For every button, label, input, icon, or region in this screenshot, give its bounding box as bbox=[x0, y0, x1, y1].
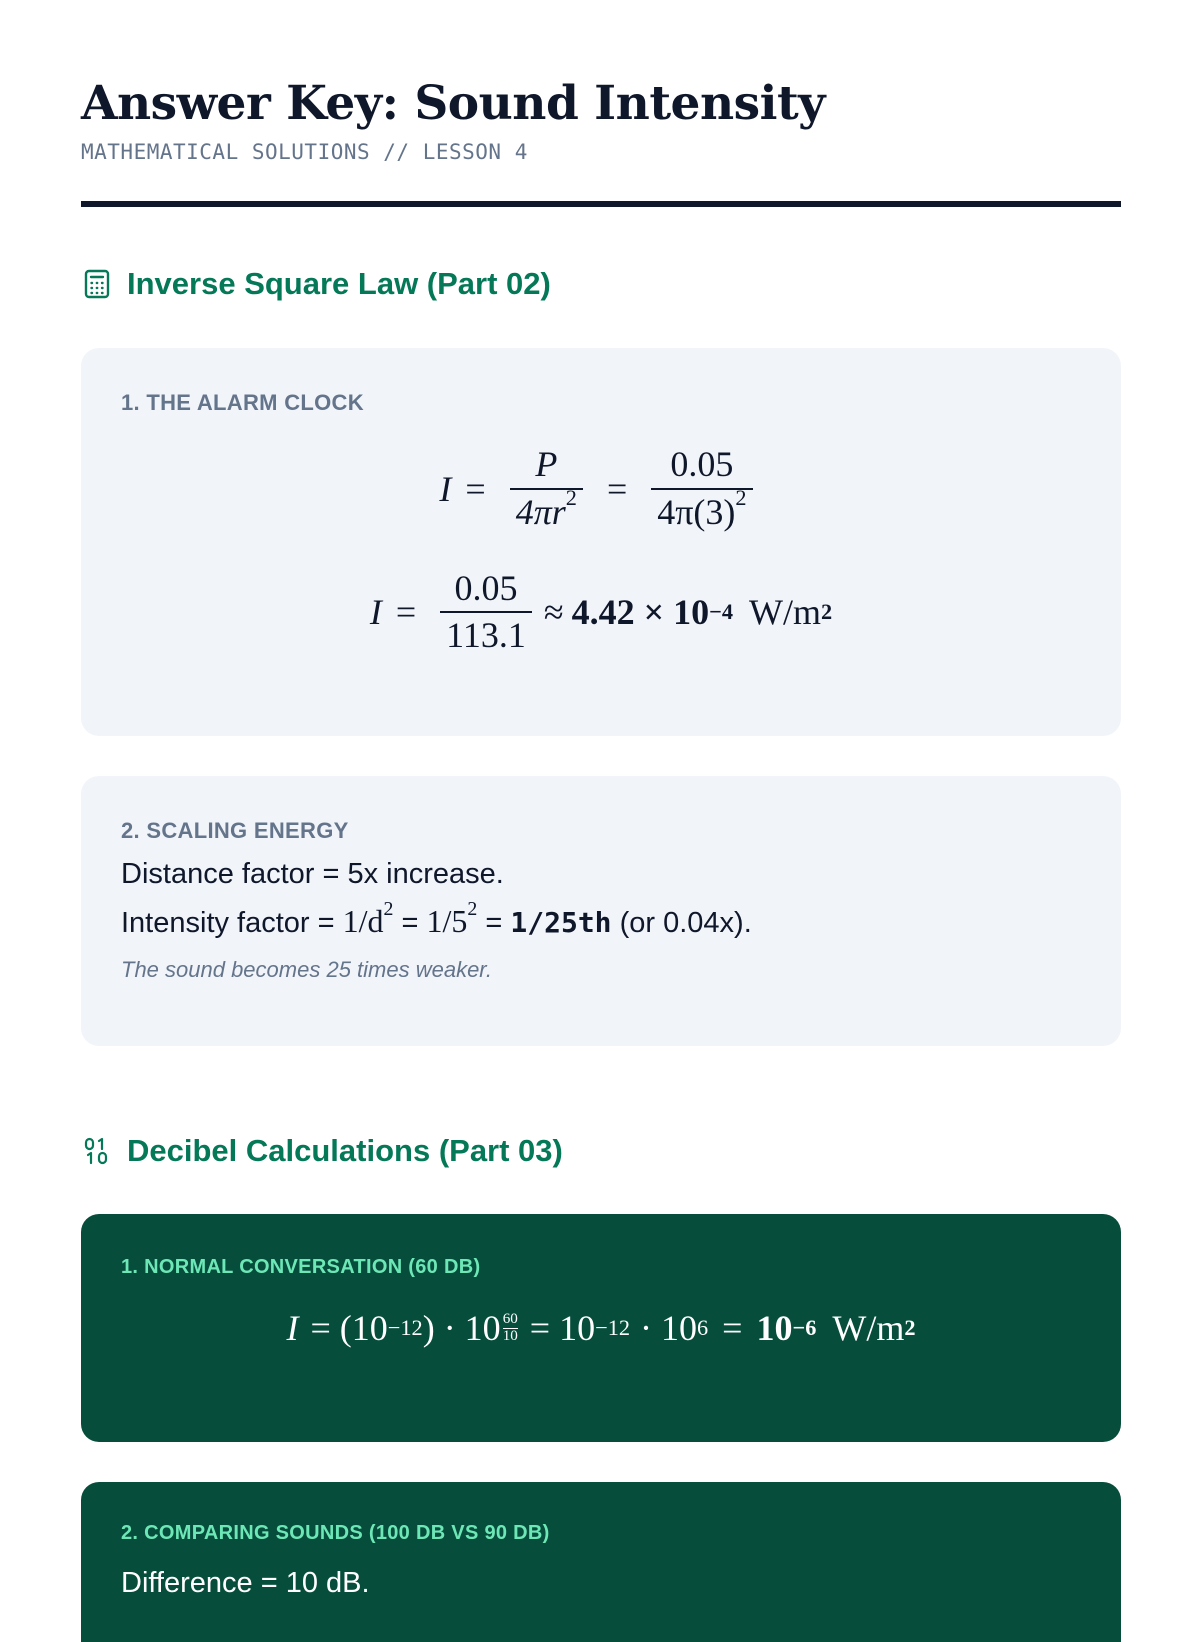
header-divider bbox=[81, 201, 1121, 207]
math-expression: $1/d^2$ bbox=[342, 897, 394, 939]
math-term: = (10 bbox=[310, 1308, 388, 1348]
distance-factor-line: Distance factor = 5x increase. bbox=[121, 858, 504, 890]
math-denominator: 4π(3) bbox=[657, 491, 736, 532]
intensity-factor-line bbox=[121, 899, 1081, 944]
highlight-value: 1/25th bbox=[510, 905, 612, 939]
section-title: Decibel Calculations (Part 03) bbox=[127, 1133, 563, 1168]
math-operator: ≈ bbox=[543, 592, 564, 633]
math-numerator: 0.05 bbox=[454, 567, 518, 608]
math-operator: = bbox=[606, 468, 628, 509]
page-title: Answer Key: Sound Intensity bbox=[81, 76, 825, 131]
page-header bbox=[81, 78, 1121, 164]
calculator-icon bbox=[81, 268, 113, 300]
normal-conversation-card bbox=[81, 1214, 1121, 1442]
scaling-energy-card bbox=[81, 776, 1121, 1046]
math-exponent: 2 bbox=[735, 484, 747, 510]
card-title: 1. NORMAL CONVERSATION (60 DB) bbox=[121, 1256, 481, 1278]
math-term: = 10 bbox=[529, 1308, 596, 1348]
math-operator: = bbox=[465, 468, 486, 509]
math-term: ) · 10 bbox=[422, 1308, 501, 1348]
intensity-equation-1 bbox=[121, 446, 1081, 532]
math-symbol: I bbox=[439, 468, 452, 509]
math-fraction bbox=[440, 567, 532, 656]
result-unit: W/m bbox=[832, 1308, 905, 1348]
math-expression: $1/5^2$ bbox=[426, 897, 478, 939]
decibel-equation: I = (10 −12 ) · 10 $\frac{60}{10}$ = 10 −12 · 10 6 = 10 −6 W/m 2 bbox=[286, 1308, 916, 1348]
math-denominator: 113.1 bbox=[440, 611, 532, 655]
math-fraction bbox=[651, 446, 752, 532]
line-text: = bbox=[393, 906, 427, 939]
math-fraction-exponent: $\frac{60}{10}$ bbox=[502, 1310, 518, 1344]
math-operator: = bbox=[722, 1308, 743, 1348]
math-exponent: 2 bbox=[565, 484, 577, 510]
card-title: 2. COMPARING SOUNDS (100 DB VS 90 DB) bbox=[121, 1522, 550, 1544]
result-unit: W/m bbox=[749, 592, 821, 633]
line-text: (or 0.04x). bbox=[611, 906, 752, 939]
card-title: 2. SCALING ENERGY bbox=[121, 818, 349, 843]
section-heading-inverse-square bbox=[81, 264, 551, 304]
math-symbol: I bbox=[286, 1308, 299, 1348]
section-heading-decibel bbox=[81, 1131, 563, 1171]
math-denominator: 4πr bbox=[515, 491, 566, 532]
math-operator: = bbox=[395, 592, 417, 633]
line-text: = bbox=[477, 906, 511, 939]
line-text: Intensity factor = bbox=[121, 906, 343, 939]
comparing-sounds-card bbox=[81, 1482, 1121, 1642]
result-value: 4.42 × 10 bbox=[571, 592, 710, 633]
alarm-clock-card bbox=[81, 348, 1121, 736]
intensity-equation-2: I = $\frac{0.05}{113.1}$ ≈ 4.42 × 10 −4 W/m 2 bbox=[369, 567, 833, 656]
math-fraction bbox=[510, 446, 583, 532]
explanation-note: The sound becomes 25 times weaker. bbox=[121, 957, 492, 983]
section-title: Inverse Square Law (Part 02) bbox=[127, 266, 551, 301]
page-subtitle: MATHEMATICAL SOLUTIONS // LESSON 4 bbox=[81, 139, 528, 164]
math-numerator: 0.05 bbox=[670, 444, 734, 484]
card-title: 1. THE ALARM CLOCK bbox=[121, 390, 364, 415]
difference-line: Difference = 10 dB. bbox=[121, 1567, 370, 1599]
result-value: 10 bbox=[756, 1308, 793, 1348]
math-numerator: P bbox=[535, 444, 558, 484]
binary-icon bbox=[81, 1135, 113, 1167]
math-term: · 10 bbox=[640, 1308, 698, 1348]
math-symbol: I bbox=[369, 592, 382, 633]
